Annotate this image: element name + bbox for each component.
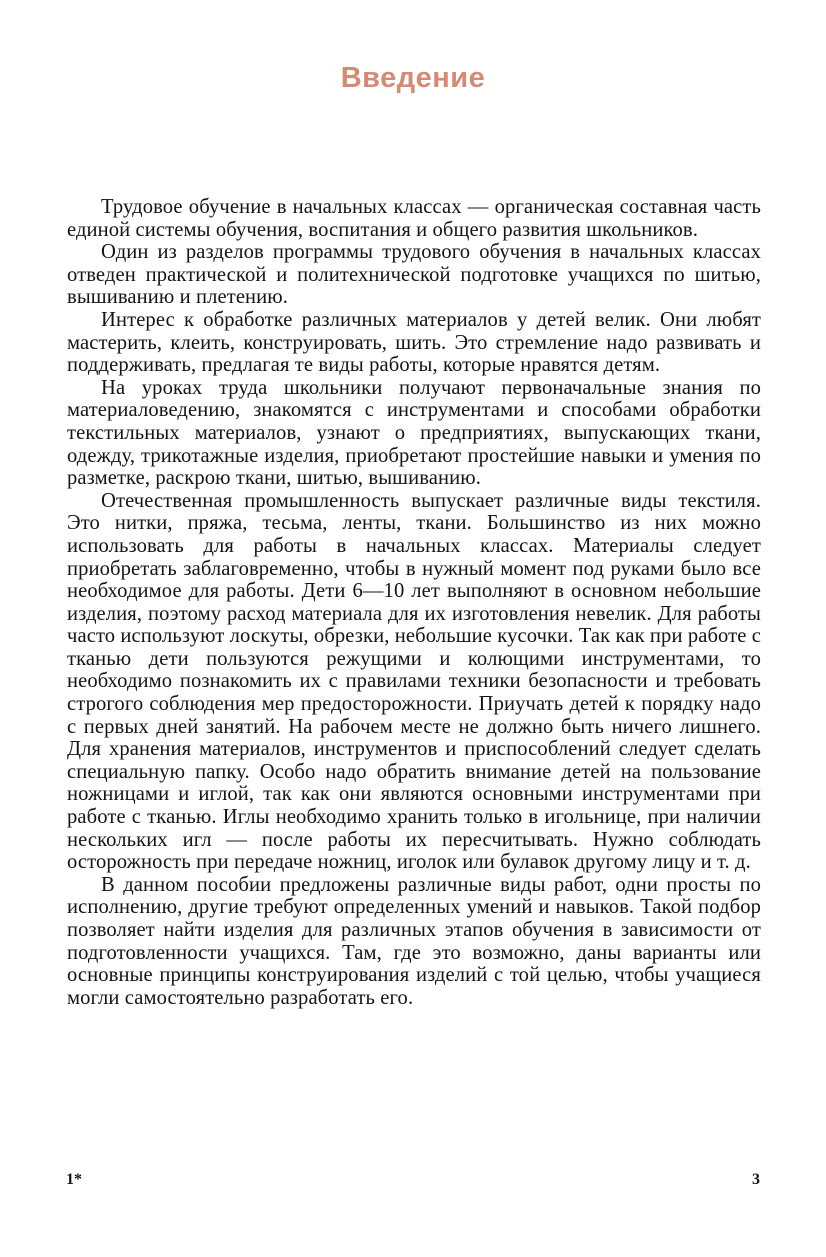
body-text	[67, 196, 761, 1009]
chapter-title: Введение	[340, 62, 486, 94]
paragraph: Трудовое обучение в начальных классах — органическая составная часть единой системы обучения, воспитания и общего развития школьников.	[67, 196, 761, 241]
paragraph: Один из разделов программы трудового обучения в начальных классах отведен практической и политехнической подготовке учащихся по шитью, вышиванию и плетению.	[67, 241, 761, 309]
paragraph: Интерес к обработке различных материалов у детей велик. Они любят мастерить, клеить, конструировать, шить. Это стремление надо развивать и поддерживать, предлагая те виды работы, которые нравятся детям.	[67, 308, 761, 377]
paragraph: В данном пособии предложены различные виды работ, одни просты по исполнению, другие требуют определенных умений и навыков. Такой подбор позволяет найти изделия для различных этапов обучения в зависимости от подготовленности учащихся. Там, где это возможно, даны варианты или основные принципы конструирования изделий с той целью, чтобы учащиеся могли самостоятельно разработать его.	[67, 873, 761, 1009]
signature-mark: 1*	[66, 1171, 82, 1188]
page-number: 3	[752, 1171, 760, 1188]
paragraph: На уроках труда школьники получают первоначальные знания по материаловедению, знакомятся с инструментами и способами обработки текстильных материалов, узнают о предприятиях, выпускающих ткани, одежду, трикотажные изделия, приобретают простейшие навыки и умения по разметке, раскрою ткани, шитью, вышиванию.	[67, 376, 761, 490]
paragraph: Отечественная промышленность выпускает различные виды текстиля. Это нитки, пряжа, тесьма, ленты, ткани. Большинство из них можно использовать для работы в начальных классах. Материалы следует приобретать заблаговременно, чтобы в нужный момент под руками было все необходимое для работы. Дети 6—10 лет выполняют в основном небольшие изделия, поэтому расход материала для их изготовления невелик. Для работы часто используют лоскуты, обрезки, небольшие кусочки. Так как при работе с тканью дети пользуются режущими и колющими инструментами, то необходимо познакомить их с правилами техники безопасности и требовать строгого соблюдения мер предосторожности. Приучать детей к порядку надо с первых дней занятий. На рабочем месте не должно быть ничего лишнего. Для хранения материалов, инструментов и приспособлений следует сделать специальную папку. Особо надо обратить внимание детей на пользование ножницами и иглой, так как они являются основными инструментами при работе с тканью. Иглы необходимо хранить только в игольнице, при наличии нескольких игл — после работы их пересчитывать. Нужно соблюдать осторожность при передаче ножниц, иголок или булавок другому лицу и т. д.	[67, 489, 761, 874]
